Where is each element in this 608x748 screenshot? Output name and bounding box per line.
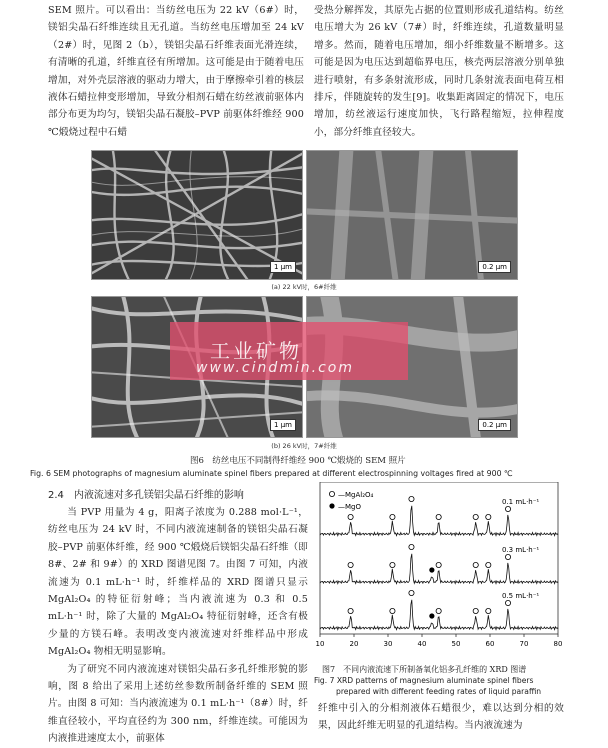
mgo-peak-marker [429,567,434,572]
x-tick-label: 20 [349,640,359,648]
x-tick-label: 10 [315,640,325,648]
sem-photo-a-left [91,150,303,280]
x-tick-label: 60 [485,640,495,648]
spinel-peak-marker [409,544,414,549]
spinel-peak-marker [390,562,395,567]
series-label: 0.5 mL·h⁻¹ [502,592,540,600]
scale-bar-label: 1 μm [270,261,296,273]
spinel-peak-marker [409,496,414,501]
scale-bar-label: 0.2 μm [478,261,511,273]
xrd-trace [320,554,558,584]
x-tick-label: 80 [553,640,563,648]
spinel-peak-marker [473,562,478,567]
figure7-caption-en-2: prepared with different feeding rates of liquid paraffin [336,687,542,696]
scale-bar-label: 1 μm [270,419,296,431]
series-label: 0.1 mL·h⁻¹ [502,498,540,506]
subfigure-b-caption: (b) 26 kV时，7#纤维 [271,442,337,450]
x-tick-label: 40 [417,640,427,648]
spinel-peak-marker [486,562,491,567]
x-tick-label: 30 [383,640,393,648]
spinel-peak-marker [409,590,414,595]
legend-mgo-label: —MgO [338,503,361,511]
figure6-caption-cn: 图6 纺丝电压不同制得纤维经 900 ℃煅烧的 SEM 照片 [190,456,406,466]
body-text-bottom-left: 当 PVP 用量为 4 g，阳离子浓度为 0.288 mol·L⁻¹，纺丝电压为 24 kV 时，不同内液流速制备的镁铝尖晶石凝胶–PVP 前驱体纤维，经 900 ℃煅烧后镁铝尖晶石纤维（即 8#、2# 和 9#）的 XRD 图谱见图 7。由图 7 可知，内液流速为 0.1 mL·h⁻¹ 时，纤维样品的 XRD 图谱只显示 MgAl₂O₄ 的特征衍射峰；当内液流速为 0.3 和 0.5 mL·h⁻¹ 时，除了大量的 MgAl₂O₄ 特征衍射峰，还含有极少量的方镁石峰。表明改变内液流速对纤维样品中形成 MgAl₂O₄ 物相无明显影响。 为了研究不同内液流速对镁铝尖晶石多孔纤维形貌的影响，图 8 给出了采用上述纺丝参数所制备纤维的 SEM 照片。由图 8 可知：当内液流速为 0.1 mL·h⁻¹（8#）时，纤维直径较小，平均直径约为 300 nm，纤维连续。可能因为内液推进速度太小，前驱体 [48,507,308,745]
spinel-peak-marker [348,608,353,613]
spinel-peak-marker [390,514,395,519]
series-label: 0.3 mL·h⁻¹ [502,546,540,554]
spinel-peak-marker [505,554,510,559]
spinel-peak-marker [473,514,478,519]
spinel-peak-marker [486,514,491,519]
spinel-peak-marker [348,514,353,519]
legend-spinel-marker [329,491,334,496]
x-tick-label: 70 [519,640,529,648]
watermark-url: www.cindmin.com [196,360,355,376]
mgo-peak-marker [429,613,434,618]
spinel-peak-marker [436,562,441,567]
spinel-peak-marker [486,608,491,613]
figure7-caption-cn: 图7 不同内液流速下所制备氧化铝多孔纤维的 XRD 图谱 [322,665,527,674]
legend-mgo-marker [329,503,334,508]
spinel-peak-marker [505,506,510,511]
body-text-bottom-right: 纤维中引入的分相剂液体石蜡很少，难以达到分相的效果，因此纤维无明显的孔道结构。当内液流速为 [318,703,564,732]
body-text-top-right: 受热分解挥发，其原先占据的位置则形成孔道结构。纺丝电压增大为 26 kV（7#）时，纤维连续，孔道数量明显增多。然而，随着电压增加，细小纤维数量不断增多。这可能是因为电压达到超临界电压，核壳两层溶液分别单独进行喷射，有多条射流形成，同时几条射流表面电荷互相排斥，伴随旋转的发生[9]。收集距离固定的情况下，电压增加，纺丝液运行速度加快，飞行路程缩短，拉伸程度小，部分纤维直径较大。 [314,5,564,138]
spinel-peak-marker [390,608,395,613]
spinel-peak-marker [436,608,441,613]
spinel-peak-marker [505,600,510,605]
spinel-peak-marker [473,608,478,613]
section-heading: 2.4 内液流速对多孔镁铝尖晶石纤维的影响 [48,490,244,501]
scale-bar-label: 0.2 μm [478,419,511,431]
figure7-caption-en-1: Fig. 7 XRD patterns of magnesium aluminate spinel fibers [314,676,534,685]
x-tick-label: 50 [451,640,461,648]
xrd-trace [320,600,558,630]
body-text-top-left: SEM 照片。可以看出：当纺丝电压为 22 kV（6#）时，镁铝尖晶石纤维连续且无孔道。当纺丝电压增加至 24 kV（2#）时，见图 2（b），镁铝尖晶石纤维表面光滑连续，有清晰的孔道，纤维直径有所增加。这可能是由于随着电压增加，对外壳层溶液的驱动力增大，由于摩擦牵引着的核层液体石蜡拉伸变形增加，导致分相剂石蜡在纺丝液前驱体内部分布更为均匀，镁铝尖晶石凝胶–PVP 前驱体纤维经 900 ℃煅烧过程中石蜡 [48,5,304,138]
sem-photo-a-right [306,150,518,280]
legend-spinel-label: —MgAl₂O₄ [338,491,374,499]
subfigure-a-caption: (a) 22 kV时，6#纤维 [271,283,337,291]
spinel-peak-marker [436,514,441,519]
spinel-peak-marker [348,562,353,567]
xrd-chart [312,482,564,662]
watermark-title: 工业矿物 [210,339,302,363]
figure6-caption-en: Fig. 6 SEM photographs of magnesium aluminate spinel fibers prepared at different electrospinning voltages fired at 900 ℃ [30,469,513,478]
